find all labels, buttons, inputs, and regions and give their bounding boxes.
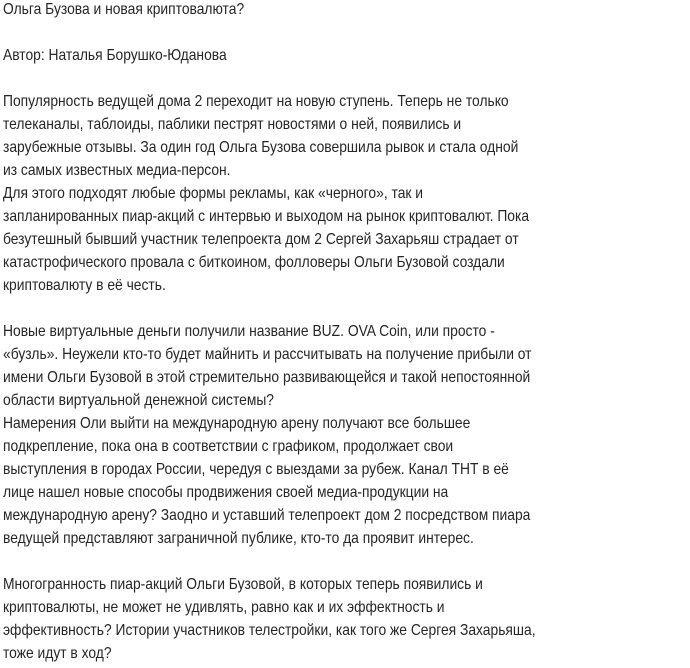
paragraph-line: ведущей представляют заграничной публике, кто-то да проявит интерес.: [3, 530, 474, 547]
paragraph-line: Новые виртуальные деньги получили название BUZ. OVA Coin, или просто -: [3, 323, 495, 340]
paragraph-line: криптовалюты, не может не удивлять, равно как и их эффектность и: [3, 599, 445, 616]
paragraph-line: «бузль». Неужели кто-то будет майнить и рассчитывать на получение прибыли от: [3, 346, 532, 363]
paragraph-line: лице нашел новые способы продвижения своей медиа-продукции на: [3, 484, 449, 501]
paragraph: [3, 573, 619, 665]
paragraph: [3, 320, 619, 550]
spacer: [3, 297, 619, 320]
spacer: [3, 550, 619, 573]
paragraph-line: международную арену? Заодно и уставший телепроект дом 2 посредством пиара: [3, 507, 531, 524]
paragraph: [3, 90, 619, 297]
paragraph-line: безутешный бывший участник телепроекта дом 2 Сергей Захарьяш страдает от: [3, 231, 519, 248]
paragraph-line: Для этого подходят любые формы рекламы, как «черного», так и: [3, 185, 424, 202]
spacer: [3, 67, 619, 90]
paragraph-line: Намерения Оли выйти на международную арену получают все большее: [3, 415, 471, 432]
paragraph-line: эффективность? Истории участников телестройки, как того же Сергея Захарьяша,: [3, 622, 536, 639]
paragraph-line: Многогранность пиар-акций Ольги Бузовой, в которых теперь появились и: [3, 576, 483, 593]
paragraph-line: телеканалы, таблоиды, паблики пестрят новостями о ней, появились и: [3, 116, 462, 133]
paragraph-line: тоже идут в ход?: [3, 645, 112, 662]
paragraph-line: запланированных пиар-акций с интервью и выходом на рынок криптовалют. Пока: [3, 208, 530, 225]
article-title: Ольга Бузова и новая криптовалюта?: [3, 1, 245, 18]
paragraph-line: криптовалюту в её честь.: [3, 277, 166, 294]
article: [3, 0, 619, 665]
paragraph-line: имени Ольги Бузовой в этой стремительно развивающейся и такой непостоянной: [3, 369, 531, 386]
spacer: [3, 21, 619, 44]
paragraph-line: катастрофического провала с биткоином, фолловеры Ольги Бузовой создали: [3, 254, 505, 271]
paragraph-line: области виртуальной денежной системы?: [3, 392, 274, 409]
paragraph-line: Популярность ведущей дома 2 переходит на новую ступень. Теперь не только: [3, 93, 509, 110]
article-body: [3, 90, 619, 665]
article-author: Автор: Наталья Борушко-Юданова: [3, 47, 227, 64]
paragraph-line: выступления в городах России, чередуя с выездами за рубеж. Канал ТНТ в её: [3, 461, 509, 478]
paragraph-line: зарубежные отзывы. За один год Ольга Бузова совершила рывок и стала одной: [3, 139, 519, 156]
paragraph-line: из самых известных медиа-персон.: [3, 162, 231, 179]
paragraph-line: подкрепление, пока она в соответствии с графиком, продолжает свои: [3, 438, 454, 455]
